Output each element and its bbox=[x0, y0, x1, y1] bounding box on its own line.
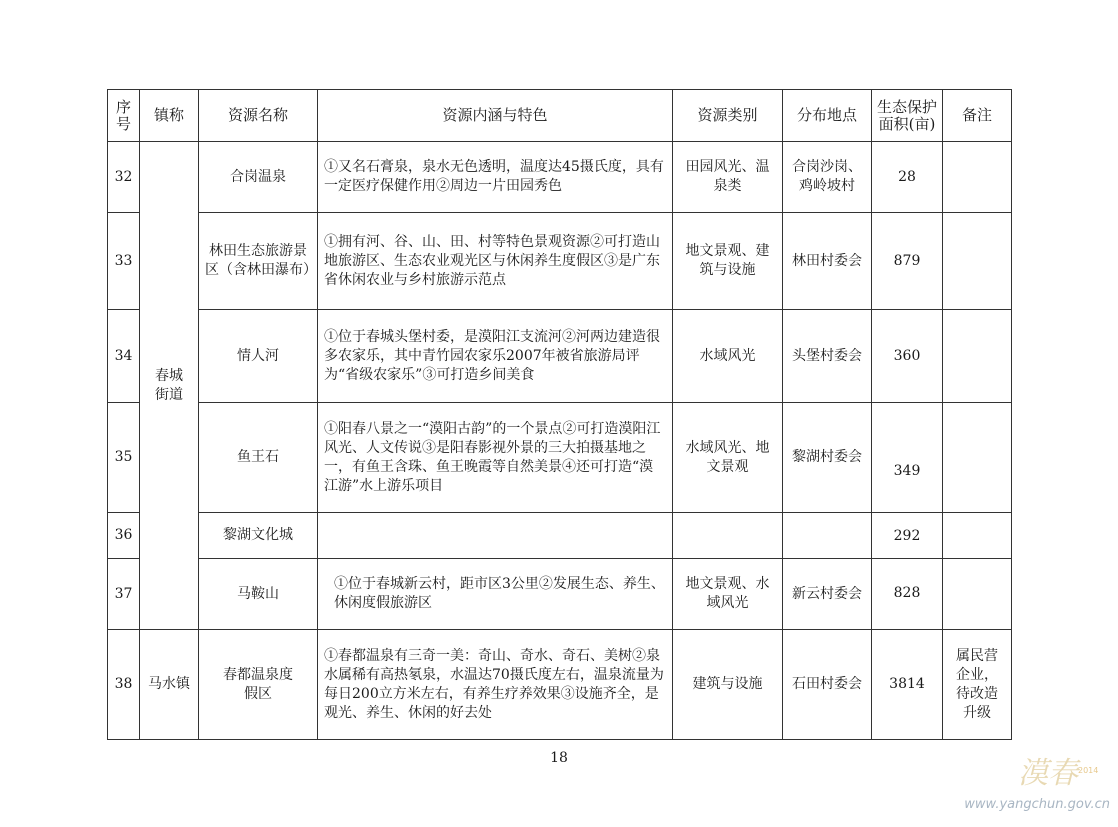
cell-area: 292 bbox=[872, 513, 943, 559]
cell-location: 新云村委会 bbox=[783, 559, 872, 630]
watermark-year: 2014 bbox=[1078, 766, 1099, 775]
cell-area: 349 bbox=[872, 403, 943, 513]
cell-name: 马鞍山 bbox=[199, 559, 318, 630]
header-remark: 备注 bbox=[943, 90, 1012, 142]
cell-location: 黎湖村委会 bbox=[783, 403, 872, 513]
table-row bbox=[108, 213, 1012, 310]
table-row bbox=[108, 630, 1012, 740]
cell-location bbox=[783, 513, 872, 559]
header-town: 镇称 bbox=[140, 90, 199, 142]
header-category: 资源类别 bbox=[673, 90, 783, 142]
watermark-url: www.yangchun.gov.cn bbox=[964, 797, 1110, 812]
header-location: 分布地点 bbox=[783, 90, 872, 142]
cell-seq: 34 bbox=[108, 310, 140, 403]
table-row bbox=[108, 513, 1012, 559]
cell-category bbox=[673, 513, 783, 559]
cell-town-mashui: 马水镇 bbox=[140, 630, 199, 740]
table-row bbox=[108, 142, 1012, 213]
cell-seq: 36 bbox=[108, 513, 140, 559]
cell-remark: 属民营企业，待改造升级 bbox=[943, 630, 1012, 740]
header-content: 资源内涵与特色 bbox=[318, 90, 673, 142]
cell-seq: 32 bbox=[108, 142, 140, 213]
cell-remark bbox=[943, 310, 1012, 403]
cell-seq: 33 bbox=[108, 213, 140, 310]
header-row bbox=[108, 90, 1012, 142]
cell-seq: 35 bbox=[108, 403, 140, 513]
cell-seq: 38 bbox=[108, 630, 140, 740]
cell-name: 情人河 bbox=[199, 310, 318, 403]
cell-remark bbox=[943, 559, 1012, 630]
header-area: 生态保护面积(亩) bbox=[872, 90, 943, 142]
cell-remark bbox=[943, 513, 1012, 559]
cell-content: ①拥有河、谷、山、田、村等特色景观资源②可打造山地旅游区、生态农业观光区与休闲养生度假区③是广东省休闲农业与乡村旅游示范点 bbox=[318, 213, 673, 310]
header-name: 资源名称 bbox=[199, 90, 318, 142]
resource-table bbox=[107, 89, 1012, 740]
cell-category: 建筑与设施 bbox=[673, 630, 783, 740]
cell-area: 28 bbox=[872, 142, 943, 213]
cell-category: 田园风光、温泉类 bbox=[673, 142, 783, 213]
cell-location: 石田村委会 bbox=[783, 630, 872, 740]
cell-location: 合岗沙岗、鸡岭坡村 bbox=[783, 142, 872, 213]
cell-content bbox=[318, 513, 673, 559]
cell-content: ①位于春城头堡村委，是漠阳江支流河②河两边建造很多农家乐，其中青竹园农家乐2007年被省旅游局评为“省级农家乐”③可打造乡间美食 bbox=[318, 310, 673, 403]
cell-name: 鱼王石 bbox=[199, 403, 318, 513]
cell-category: 地文景观、水域风光 bbox=[673, 559, 783, 630]
cell-remark bbox=[943, 403, 1012, 513]
cell-content: ①春都温泉有三奇一美：奇山、奇水、奇石、美树②泉水属稀有高热氡泉，水温达70摄氏度左右，温泉流量为每日200立方米左右，有养生疗养效果③设施齐全，是观光、养生、休闲的好去处 bbox=[318, 630, 673, 740]
cell-area: 879 bbox=[872, 213, 943, 310]
watermark-logo-text: 漠春 bbox=[1018, 756, 1078, 791]
cell-category: 地文景观、建筑与设施 bbox=[673, 213, 783, 310]
table-row bbox=[108, 559, 1012, 630]
cell-category: 水域风光、地文景观 bbox=[673, 403, 783, 513]
cell-location: 头堡村委会 bbox=[783, 310, 872, 403]
table-row bbox=[108, 403, 1012, 513]
cell-content: ①又名石膏泉，泉水无色透明，温度达45摄氏度，具有一定医疗保健作用②周边一片田园秀色 bbox=[318, 142, 673, 213]
cell-name: 黎湖文化城 bbox=[199, 513, 318, 559]
cell-area: 828 bbox=[872, 559, 943, 630]
cell-location: 林田村委会 bbox=[783, 213, 872, 310]
cell-remark bbox=[943, 142, 1012, 213]
cell-area: 3814 bbox=[872, 630, 943, 740]
cell-area: 360 bbox=[872, 310, 943, 403]
cell-town-chuncheng: 春城街道 bbox=[140, 142, 199, 630]
cell-remark bbox=[943, 213, 1012, 310]
page-number: 18 bbox=[550, 750, 568, 766]
cell-seq: 37 bbox=[108, 559, 140, 630]
header-seq: 序号 bbox=[108, 90, 140, 142]
cell-name: 林田生态旅游景区（含林田瀑布） bbox=[199, 213, 318, 310]
cell-name: 春都温泉度假区 bbox=[199, 630, 318, 740]
cell-name: 合岗温泉 bbox=[199, 142, 318, 213]
cell-category: 水域风光 bbox=[673, 310, 783, 403]
table-row bbox=[108, 310, 1012, 403]
cell-content: ①位于春城新云村，距市区3公里②发展生态、养生、休闲度假旅游区 bbox=[318, 559, 673, 630]
cell-content: ①阳春八景之一“漠阳古韵”的一个景点②可打造漠阳江风光、人文传说③是阳春影视外景的三大拍摄基地之一，有鱼王含珠、鱼王晚霞等自然美景④还可打造“漠江游”水上游乐项目 bbox=[318, 403, 673, 513]
